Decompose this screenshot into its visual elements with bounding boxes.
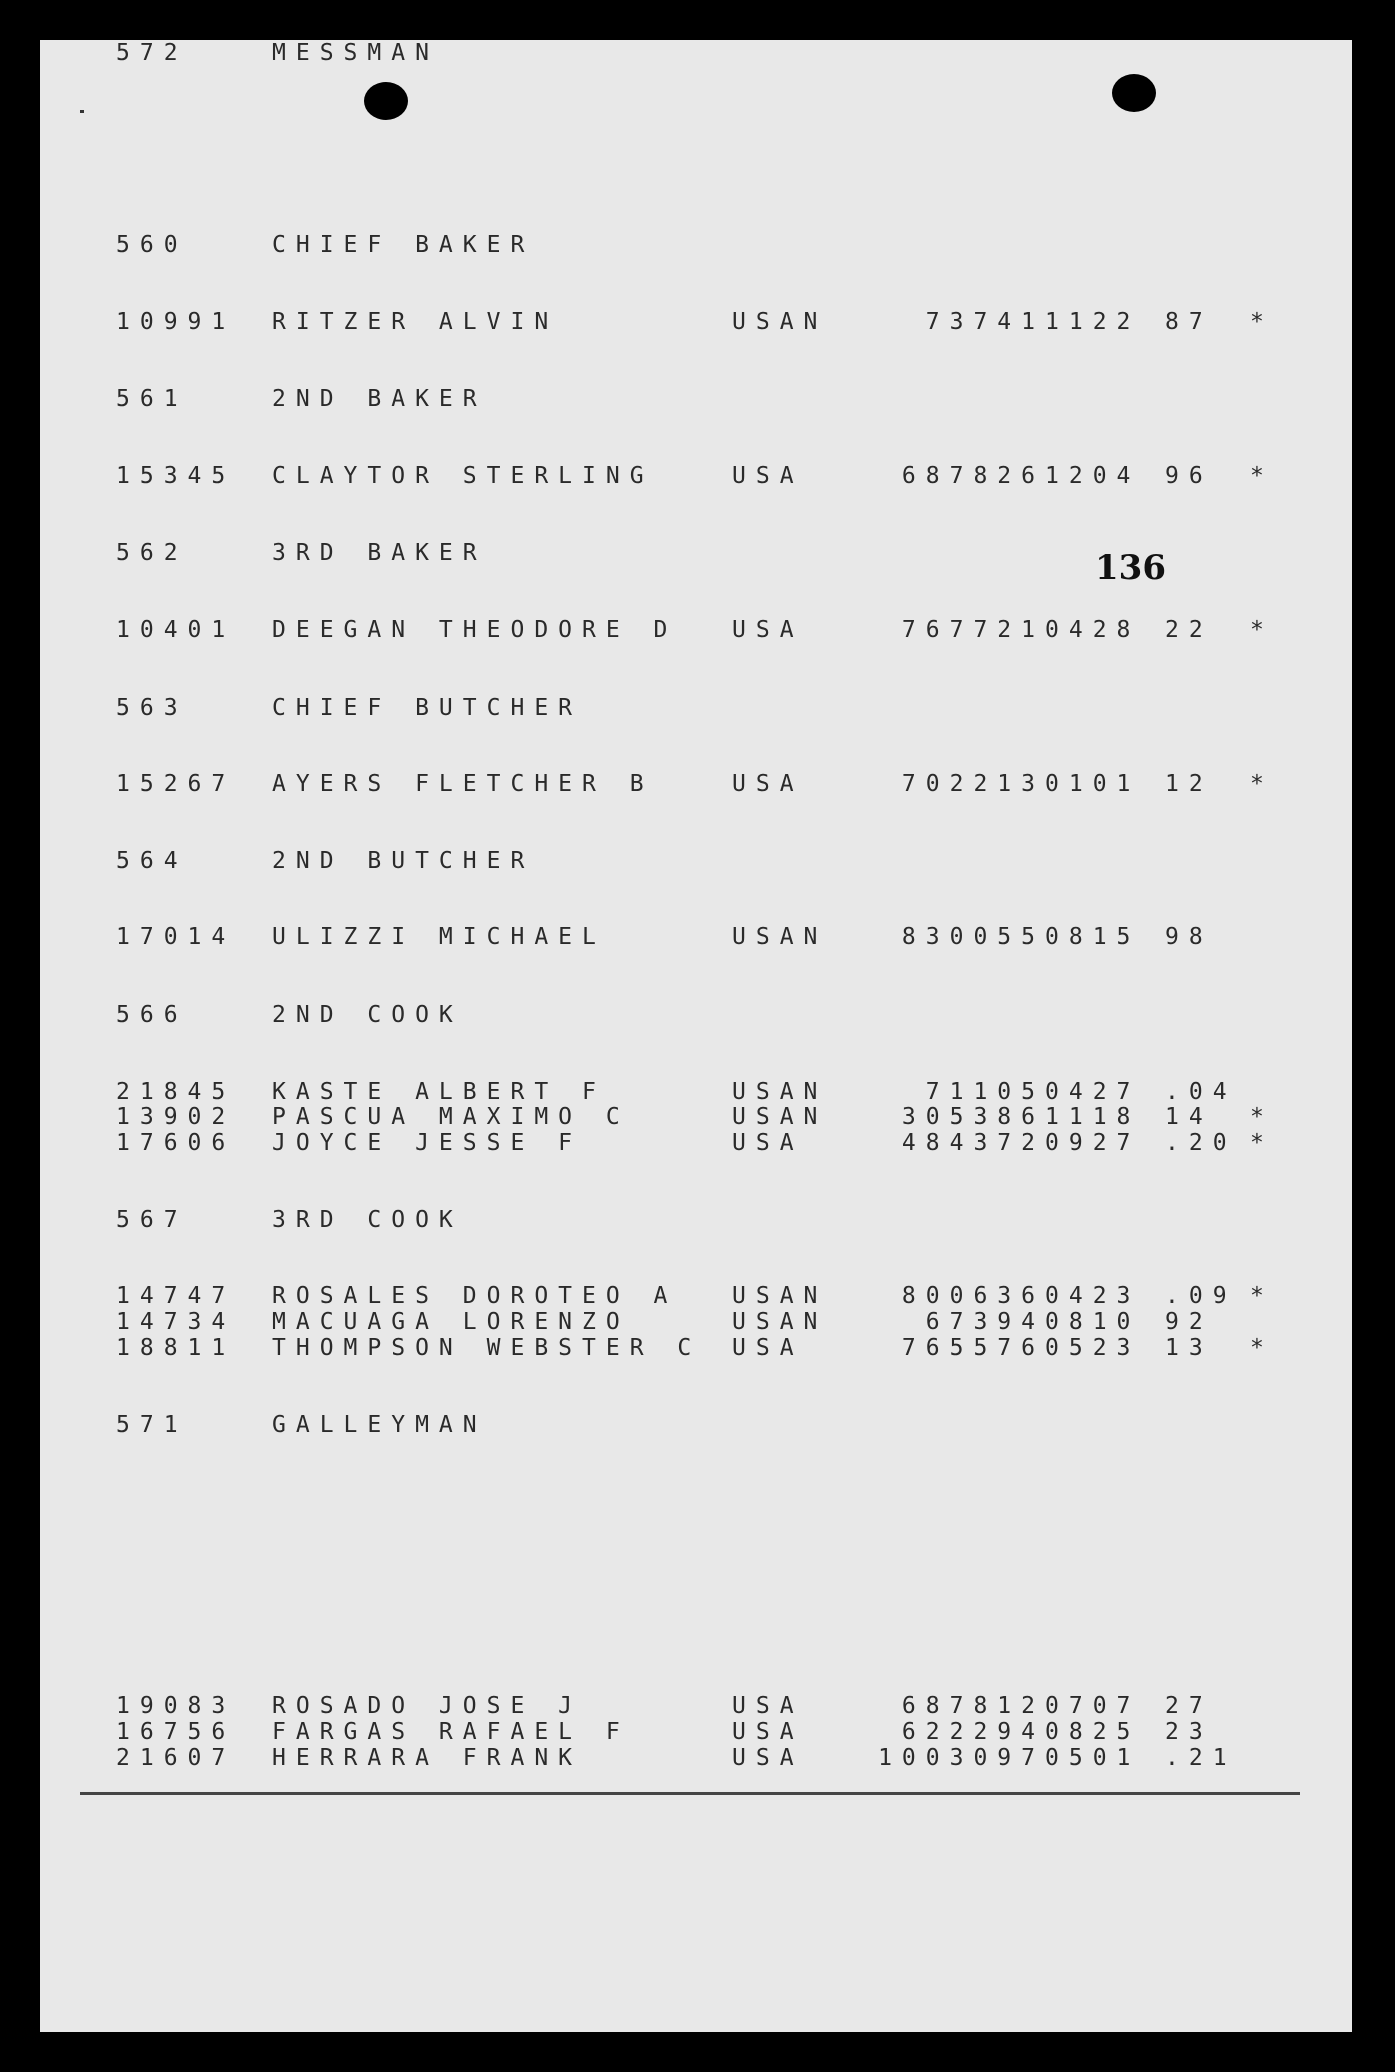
value-code: 13	[1165, 1335, 1213, 1361]
rating-title: CHIEF BUTCHER	[272, 695, 583, 721]
date-code: 0523	[1045, 1335, 1141, 1361]
date-code: 0810	[1045, 1309, 1141, 1335]
citizenship: USAN	[732, 924, 828, 950]
date-code: 0427	[1045, 1079, 1141, 1105]
entry-name: HERRARA FRANK	[272, 1745, 583, 1771]
service-number: 71105	[925, 1079, 1045, 1105]
value-code: 96	[1165, 463, 1213, 489]
page-number: 136	[1095, 548, 1166, 588]
roster-row	[40, 1719, 1352, 1745]
section-header	[40, 40, 1352, 66]
service-number: 1003097	[878, 1745, 1045, 1771]
citizenship: USAN	[732, 1104, 828, 1130]
roster-row	[40, 1335, 1352, 1361]
citizenship: USA	[732, 771, 804, 797]
entry-name: RITZER ALVIN	[272, 309, 559, 335]
rating-title: GALLEYMAN	[272, 1412, 487, 1438]
asterisk-mark: *	[1250, 463, 1274, 489]
rating-code: 571	[116, 1412, 188, 1438]
entry-id: 13902	[116, 1104, 236, 1130]
date-code: 0423	[1045, 1283, 1141, 1309]
roster-row	[40, 1079, 1352, 1105]
entry-name: ULIZZI MICHAEL	[272, 924, 606, 950]
roster-row	[40, 771, 1352, 797]
value-code: .21	[1165, 1745, 1237, 1771]
rating-code: 566	[116, 1002, 188, 1028]
entry-id: 10991	[116, 309, 236, 335]
service-number: 67394	[925, 1309, 1045, 1335]
rating-title: 2ND COOK	[272, 1002, 463, 1028]
date-code: 0825	[1045, 1719, 1141, 1745]
citizenship: USA	[732, 1745, 804, 1771]
citizenship: USAN	[732, 1283, 828, 1309]
citizenship: USA	[732, 617, 804, 643]
entry-id: 17014	[116, 924, 236, 950]
value-code: 12	[1165, 771, 1213, 797]
roster-row	[40, 1693, 1352, 1719]
date-code: 1204	[1045, 463, 1141, 489]
value-code: 98	[1165, 924, 1213, 950]
roster-row	[40, 1309, 1352, 1335]
citizenship: USAN	[732, 1079, 828, 1105]
rating-title: 3RD BAKER	[272, 540, 487, 566]
citizenship: USA	[732, 463, 804, 489]
section-header	[40, 232, 1352, 258]
date-code: 0501	[1045, 1745, 1141, 1771]
entry-name: THOMPSON WEBSTER C	[272, 1335, 702, 1361]
date-code: 0428	[1045, 617, 1141, 643]
rating-title: CHIEF BAKER	[272, 232, 535, 258]
entry-id: 14747	[116, 1283, 236, 1309]
roster-row	[40, 1130, 1352, 1156]
entry-name: CLAYTOR STERLING	[272, 463, 654, 489]
service-number: 702213	[901, 771, 1045, 797]
value-code: .20	[1165, 1130, 1237, 1156]
service-number: 305386	[901, 1104, 1045, 1130]
date-code: 0101	[1045, 771, 1141, 797]
rating-title: 2ND BAKER	[272, 386, 487, 412]
strikethrough-line	[80, 1792, 1300, 1795]
roster-row	[40, 1745, 1352, 1771]
value-code: 22	[1165, 617, 1213, 643]
value-code: 92	[1165, 1309, 1213, 1335]
entry-name: DEEGAN THEODORE D	[272, 617, 678, 643]
punch-hole-left	[364, 82, 408, 120]
document-page	[40, 40, 1352, 2032]
rating-title: MESSMAN	[272, 40, 439, 66]
date-code: 1118	[1045, 1104, 1141, 1130]
service-number: 767721	[901, 617, 1045, 643]
date-code: 1122	[1045, 309, 1141, 335]
asterisk-mark: *	[1250, 309, 1274, 335]
entry-name: AYERS FLETCHER B	[272, 771, 654, 797]
section-header	[40, 1207, 1352, 1233]
citizenship: USA	[732, 1335, 804, 1361]
roster-row	[40, 309, 1352, 335]
roster-row	[40, 1104, 1352, 1130]
date-code: 0815	[1045, 924, 1141, 950]
asterisk-mark: *	[1250, 1130, 1274, 1156]
rating-title: 2ND BUTCHER	[272, 848, 535, 874]
roster-row	[40, 463, 1352, 489]
asterisk-mark: *	[1250, 617, 1274, 643]
citizenship: USAN	[732, 309, 828, 335]
entry-name: MACUAGA LORENZO	[272, 1309, 630, 1335]
citizenship: USA	[732, 1693, 804, 1719]
entry-name: PASCUA MAXIMO C	[272, 1104, 630, 1130]
section-header	[40, 386, 1352, 412]
citizenship: USA	[732, 1719, 804, 1745]
service-number: 830055	[901, 924, 1045, 950]
entry-name: KASTE ALBERT F	[272, 1079, 606, 1105]
service-number: 73741	[925, 309, 1045, 335]
roster-row	[40, 617, 1352, 643]
entry-id: 21845	[116, 1079, 236, 1105]
entry-id: 19083	[116, 1693, 236, 1719]
asterisk-mark: *	[1250, 1104, 1274, 1130]
entry-id: 21607	[116, 1745, 236, 1771]
citizenship: USA	[732, 1130, 804, 1156]
rating-title: 3RD COOK	[272, 1207, 463, 1233]
entry-name: JOYCE JESSE F	[272, 1130, 583, 1156]
value-code: 27	[1165, 1693, 1213, 1719]
value-code: .04	[1165, 1079, 1237, 1105]
paper-speck	[80, 110, 84, 113]
section-header	[40, 1412, 1352, 1438]
entry-id: 15267	[116, 771, 236, 797]
service-number: 687826	[901, 463, 1045, 489]
roster-row	[40, 924, 1352, 950]
entry-name: FARGAS RAFAEL F	[272, 1719, 630, 1745]
rating-code: 560	[116, 232, 188, 258]
roster-row	[40, 1283, 1352, 1309]
citizenship: USAN	[732, 1309, 828, 1335]
service-number: 765576	[901, 1335, 1045, 1361]
value-code: 23	[1165, 1719, 1213, 1745]
date-code: 0927	[1045, 1130, 1141, 1156]
asterisk-mark: *	[1250, 1335, 1274, 1361]
rating-code: 564	[116, 848, 188, 874]
section-header	[40, 540, 1352, 566]
service-number: 800636	[901, 1283, 1045, 1309]
rating-code: 561	[116, 386, 188, 412]
value-code: 14	[1165, 1104, 1213, 1130]
rating-code: 562	[116, 540, 188, 566]
date-code: 0707	[1045, 1693, 1141, 1719]
asterisk-mark: *	[1250, 1283, 1274, 1309]
entry-id: 16756	[116, 1719, 236, 1745]
entry-name: ROSADO JOSE J	[272, 1693, 583, 1719]
entry-name: ROSALES DOROTEO A	[272, 1283, 678, 1309]
punch-hole-right	[1112, 74, 1156, 112]
section-header	[40, 848, 1352, 874]
entry-id: 14734	[116, 1309, 236, 1335]
rating-code: 563	[116, 695, 188, 721]
entry-id: 17606	[116, 1130, 236, 1156]
service-number: 622294	[901, 1719, 1045, 1745]
section-header	[40, 695, 1352, 721]
service-number: 687812	[901, 1693, 1045, 1719]
value-code: .09	[1165, 1283, 1237, 1309]
asterisk-mark: *	[1250, 771, 1274, 797]
entry-id: 18811	[116, 1335, 236, 1361]
service-number: 484372	[901, 1130, 1045, 1156]
entry-id: 15345	[116, 463, 236, 489]
value-code: 87	[1165, 309, 1213, 335]
rating-code: 572	[116, 40, 188, 66]
section-header	[40, 1002, 1352, 1028]
entry-id: 10401	[116, 617, 236, 643]
rating-code: 567	[116, 1207, 188, 1233]
